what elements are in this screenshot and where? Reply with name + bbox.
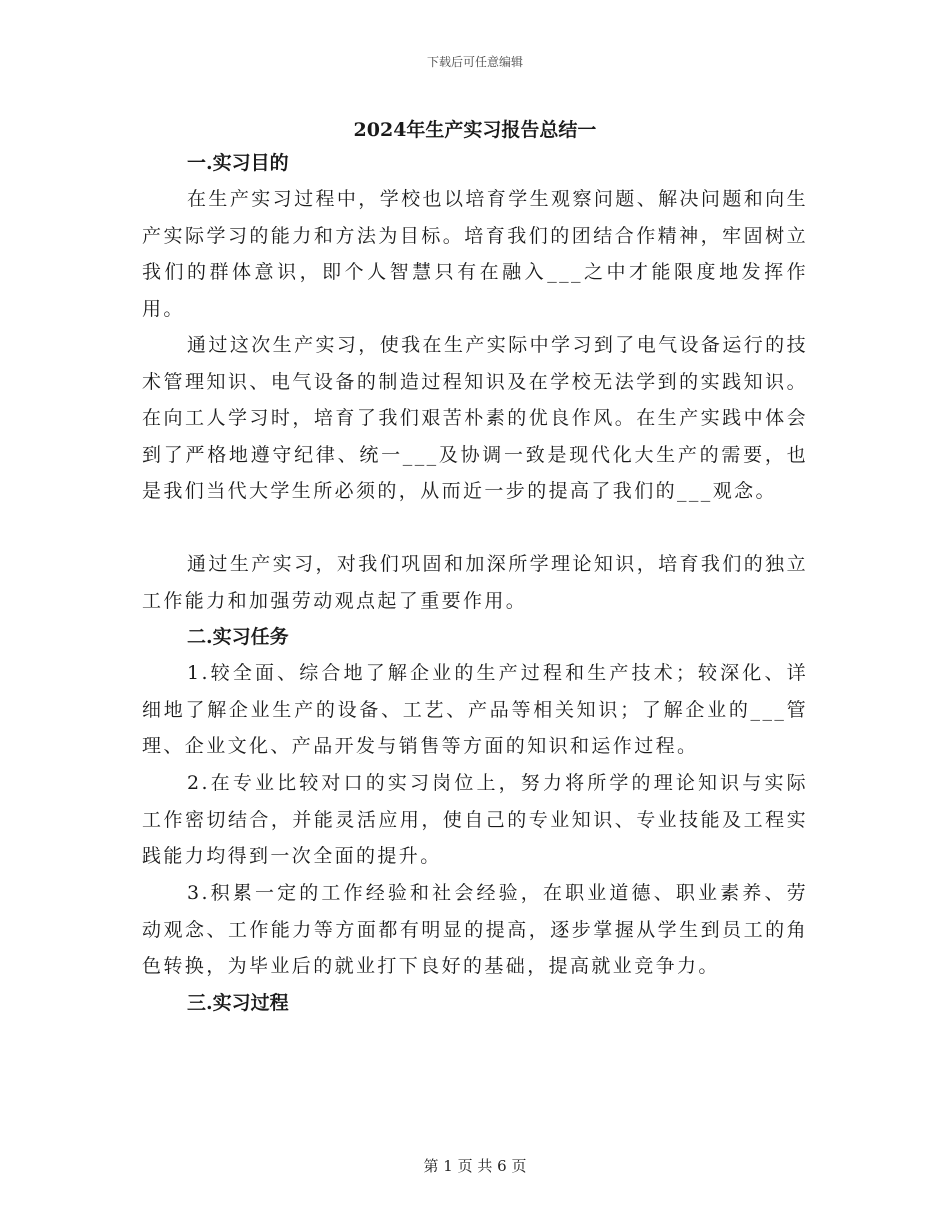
- paragraph: 3.积累一定的工作经验和社会经验，在职业道德、职业素养、劳动观念、工作能力等方面都有明显的提高，逐步掌握从学生到员工的角色转换，为毕业后的就业打下良好的基础，提高就业竞争力。: [142, 882, 808, 977]
- page-header: 下载后可任意编辑: [426, 55, 523, 69]
- section-heading-tasks: 二.实习任务: [187, 626, 289, 648]
- document-title: 2024年生产实习报告总结一: [353, 119, 597, 141]
- section-heading-purpose: 一.实习目的: [187, 152, 289, 174]
- paragraph: 在生产实习过程中，学校也以培育学生观察问题、解决问题和向生产实际学习的能力和方法为目标。培育我们的团结合作精神，牢固树立我们的群体意识，即个人智慧只有在融入___之中才能限度地发挥作用。: [142, 188, 808, 320]
- page-footer: 第 1 页 共 6 页: [423, 1157, 527, 1175]
- section-heading-process: 三.实习过程: [187, 992, 289, 1014]
- paragraph: 1.较全面、综合地了解企业的生产过程和生产技术；较深化、详细地了解企业生产的设备、工艺、产品等相关知识；了解企业的___管理、企业文化、产品开发与销售等方面的知识和运作过程。: [142, 662, 808, 757]
- paragraph: 通过生产实习，对我们巩固和加深所学理论知识，培育我们的独立工作能力和加强劳动观点起了重要作用。: [142, 553, 808, 612]
- paragraph: 通过这次生产实习，使我在生产实际中学习到了电气设备运行的技术管理知识、电气设备的制造过程知识及在学校无法学到的实践知识。在向工人学习时，培育了我们艰苦朴素的优良作风。在生产实践中体会到了严格地遵守纪律、统一___及协调一致是现代化大生产的需要，也是我们当代大学生所必须的，从而近一步的提高了我们的___观念。: [142, 334, 808, 502]
- document-body: [142, 145, 808, 1021]
- paragraph: 2.在专业比较对口的实习岗位上，努力将所学的理论知识与实际工作密切结合，并能灵活应用，使自己的专业知识、专业技能及工程实践能力均得到一次全面的提升。: [142, 772, 808, 867]
